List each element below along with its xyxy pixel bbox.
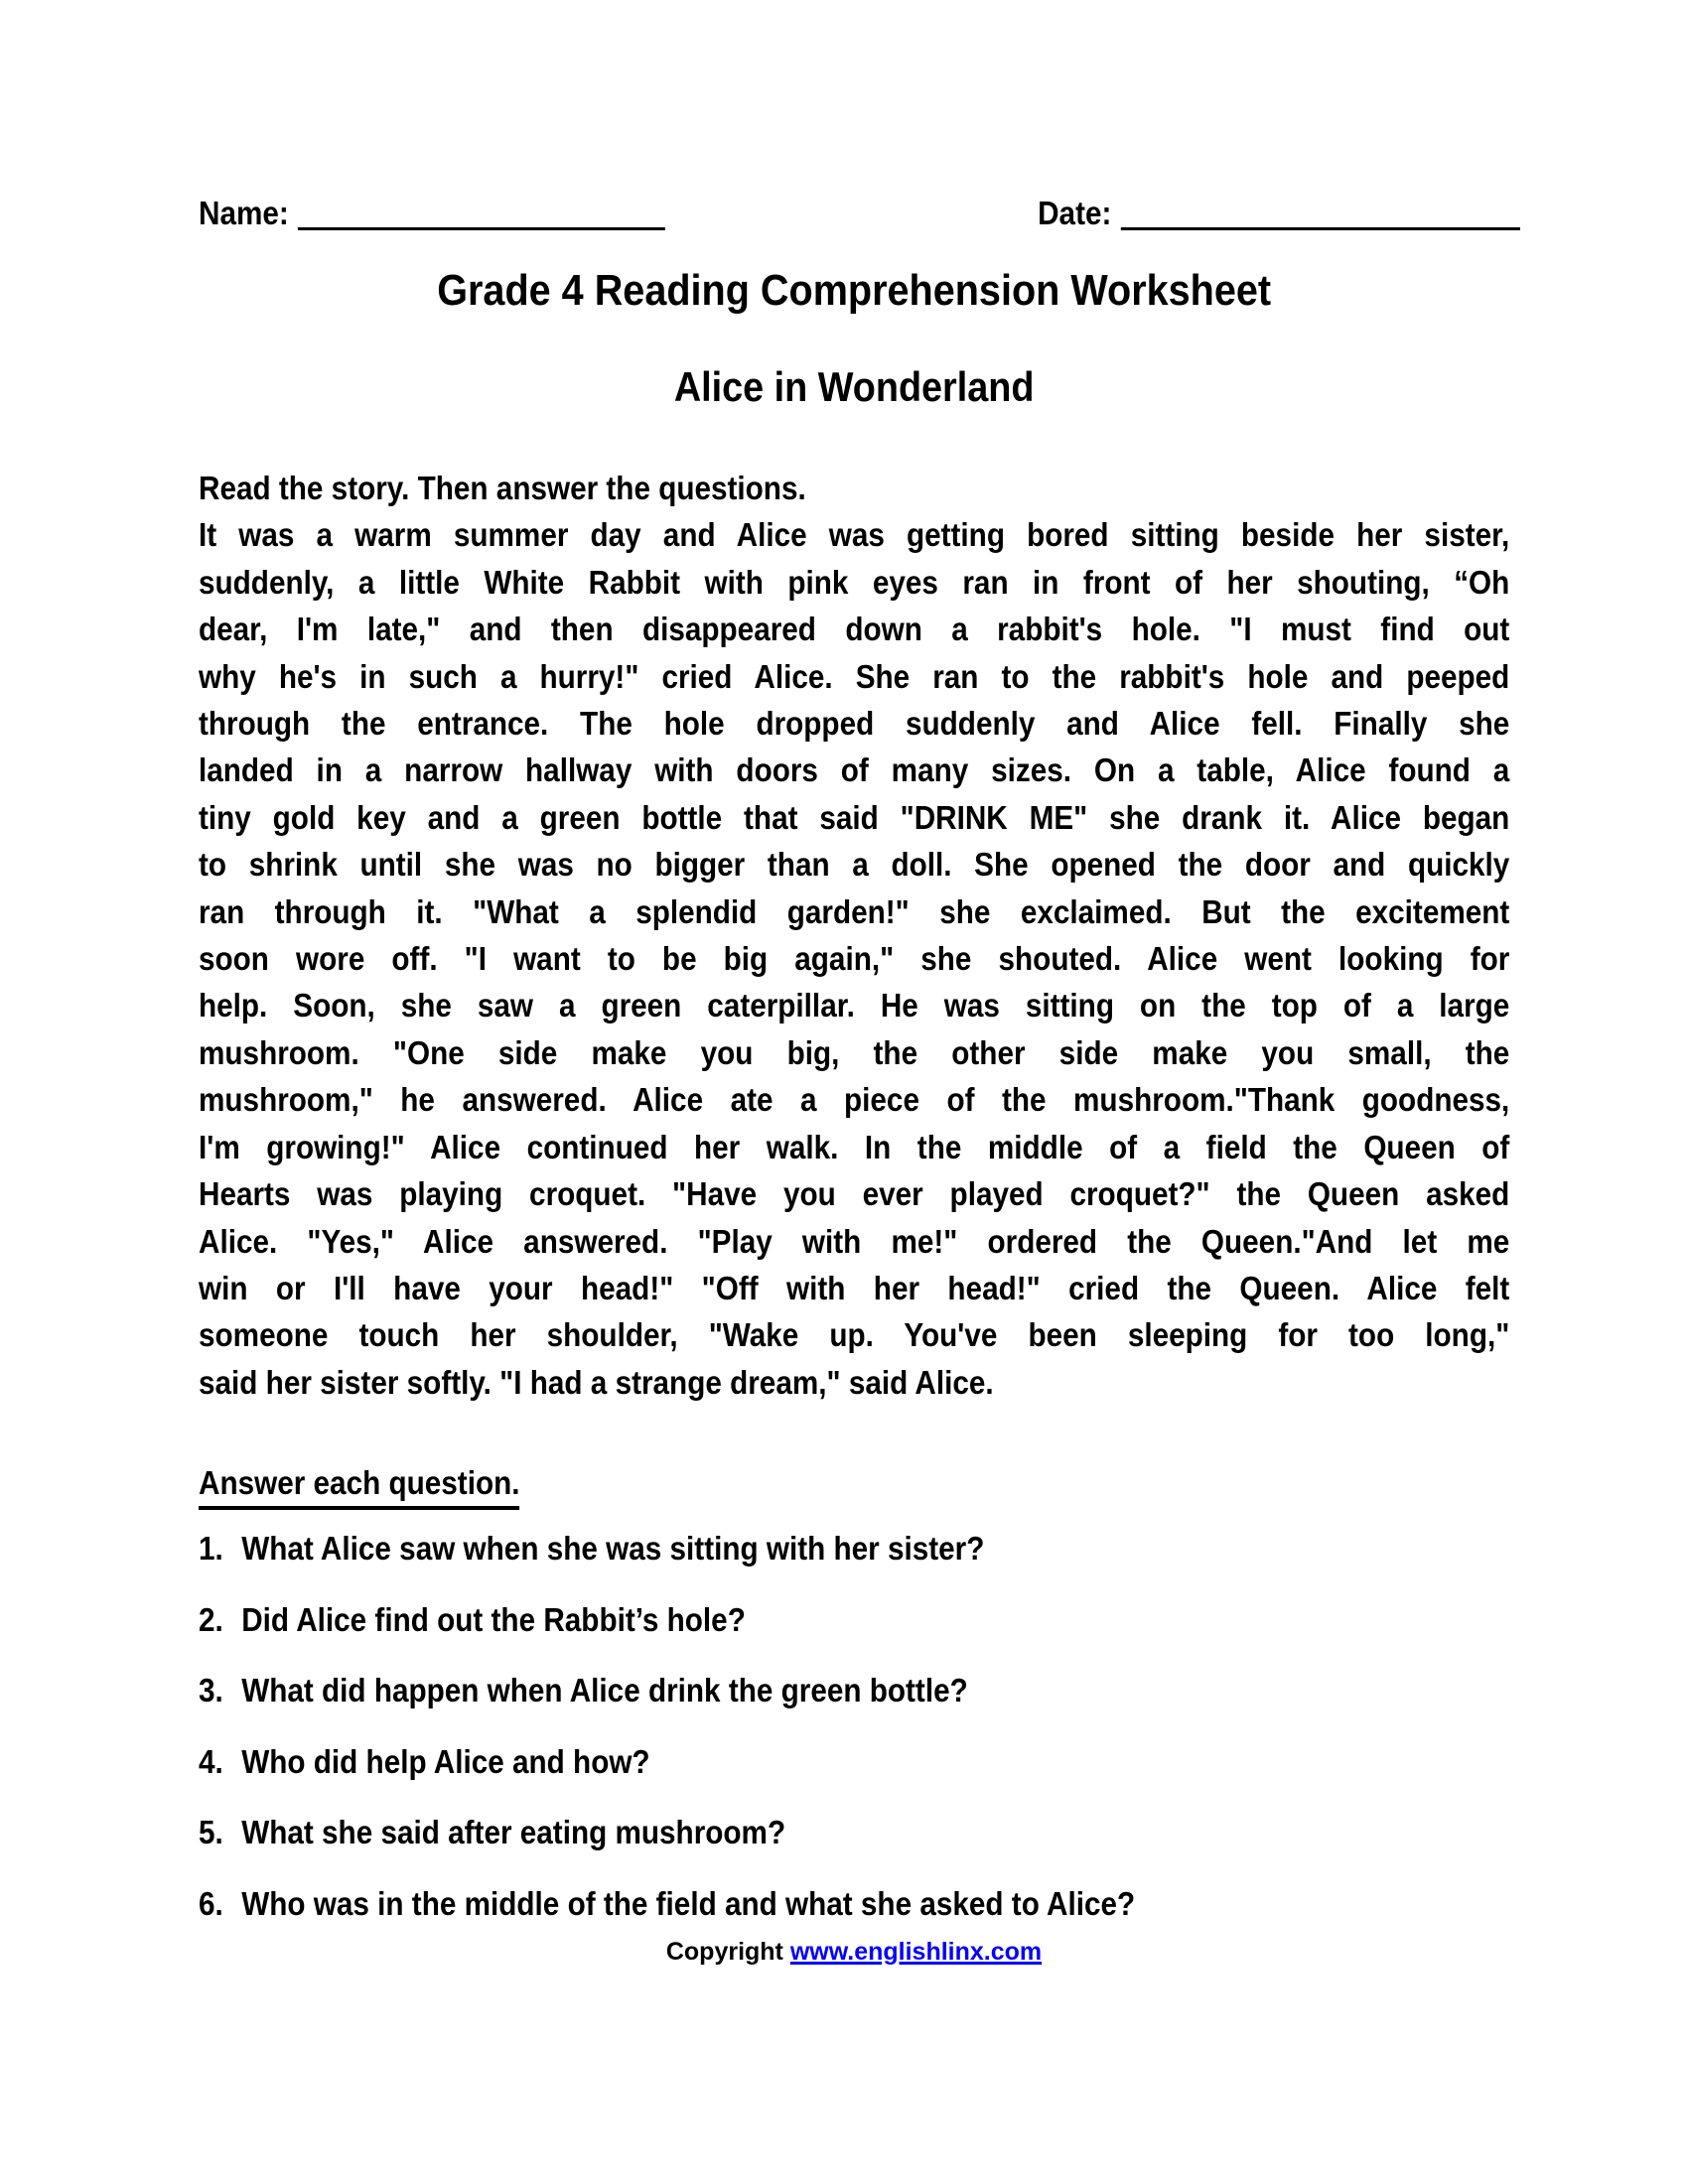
date-blank-line xyxy=(1120,227,1519,230)
story-line: landed in a narrow hallway with doors of many sizes. On a table, Alice found a xyxy=(199,751,1510,789)
header-row xyxy=(199,195,1509,244)
question-number: 4. xyxy=(199,1742,223,1780)
questions-heading: Answer each question. xyxy=(199,1463,519,1510)
question-number: 3. xyxy=(199,1672,223,1709)
question-number: 6. xyxy=(199,1884,223,1922)
story-line: said her sister softly. "I had a strange dream," said Alice. xyxy=(199,1363,994,1401)
question-item xyxy=(199,1742,1509,1782)
question-number: 1. xyxy=(199,1530,223,1567)
date-label: Date: xyxy=(1038,195,1112,231)
questions-heading-row xyxy=(199,1463,1509,1510)
story-line: mushroom," he answered. Alice ate a piece of the mushroom."Thank goodness, xyxy=(199,1081,1510,1119)
worksheet-title: Grade 4 Reading Comprehension Worksheet xyxy=(437,266,1272,315)
name-label: Name: xyxy=(199,195,289,231)
question-item xyxy=(199,1884,1509,1924)
question-text: Did Alice find out the Rabbit’s hole? xyxy=(241,1600,746,1638)
story-line: through the entrance. The hole dropped suddenly and Alice fell. Finally she xyxy=(199,705,1510,743)
story-line: someone touch her shoulder, "Wake up. You've been sleeping for too long," xyxy=(199,1316,1510,1354)
question-text: Who was in the middle of the field and what she asked to Alice? xyxy=(241,1884,1136,1922)
date-group xyxy=(1038,195,1520,232)
question-text: What did happen when Alice drink the green bottle? xyxy=(241,1672,968,1709)
footer xyxy=(199,1936,1509,1968)
story-line: I'm growing!" Alice continued her walk. In the middle of a field the Queen of xyxy=(199,1128,1510,1165)
story-line: Alice. "Yes," Alice answered. "Play with me!" ordered the Queen."And let me xyxy=(199,1222,1510,1260)
story-line: It was a warm summer day and Alice was getting bored sitting beside her sister, xyxy=(199,516,1510,554)
story-line: to shrink until she was no bigger than a doll. She opened the door and quickly xyxy=(199,846,1510,884)
question-number: 5. xyxy=(199,1814,223,1851)
story-line: soon wore off. "I want to be big again," she shouted. Alice went looking for xyxy=(199,940,1510,978)
question-item xyxy=(199,1671,1509,1710)
story-line: help. Soon, she saw a green caterpillar. He was sitting on the top of a large xyxy=(199,987,1510,1024)
story-line: ran through it. "What a splendid garden!" she exclaimed. But the excitement xyxy=(199,892,1510,930)
question-text: What she said after eating mushroom? xyxy=(241,1814,786,1851)
name-blank-line xyxy=(298,227,665,230)
copyright-label: Copyright xyxy=(665,1938,783,1966)
questions-list xyxy=(199,1529,1509,1924)
question-number: 2. xyxy=(199,1600,223,1638)
questions-section xyxy=(199,1463,1509,1956)
story-line: dear, I'm late," and then disappeared down a rabbit's hole. "I must find out xyxy=(199,611,1510,648)
question-text: What Alice saw when she was sitting with her sister? xyxy=(241,1530,985,1567)
story-line: win or I'll have your head!" "Off with her head!" cried the Queen. Alice felt xyxy=(199,1269,1510,1306)
worksheet-subtitle: Alice in Wonderland xyxy=(673,363,1035,410)
question-text: Who did help Alice and how? xyxy=(241,1742,650,1780)
story-line: Hearts was playing croquet. "Have you ever played croquet?" the Queen asked xyxy=(199,1175,1510,1213)
instructions-text: Read the story. Then answer the questions. xyxy=(199,470,806,506)
question-item xyxy=(199,1813,1509,1852)
question-item xyxy=(199,1529,1509,1569)
copyright-link[interactable]: www.englishlinx.com xyxy=(789,1938,1043,1966)
story-paragraph xyxy=(199,465,1509,1406)
story-line: tiny gold key and a green bottle that said "DRINK ME" she drank it. Alice began xyxy=(199,798,1510,836)
question-item xyxy=(199,1600,1509,1640)
story-line: mushroom. "One side make you big, the other side make you small, the xyxy=(199,1033,1510,1071)
story-line: suddenly, a little White Rabbit with pink eyes ran in front of her shouting, “Oh xyxy=(199,563,1510,601)
story-line: why he's in such a hurry!" cried Alice. She ran to the rabbit's hole and peeped xyxy=(199,657,1510,695)
